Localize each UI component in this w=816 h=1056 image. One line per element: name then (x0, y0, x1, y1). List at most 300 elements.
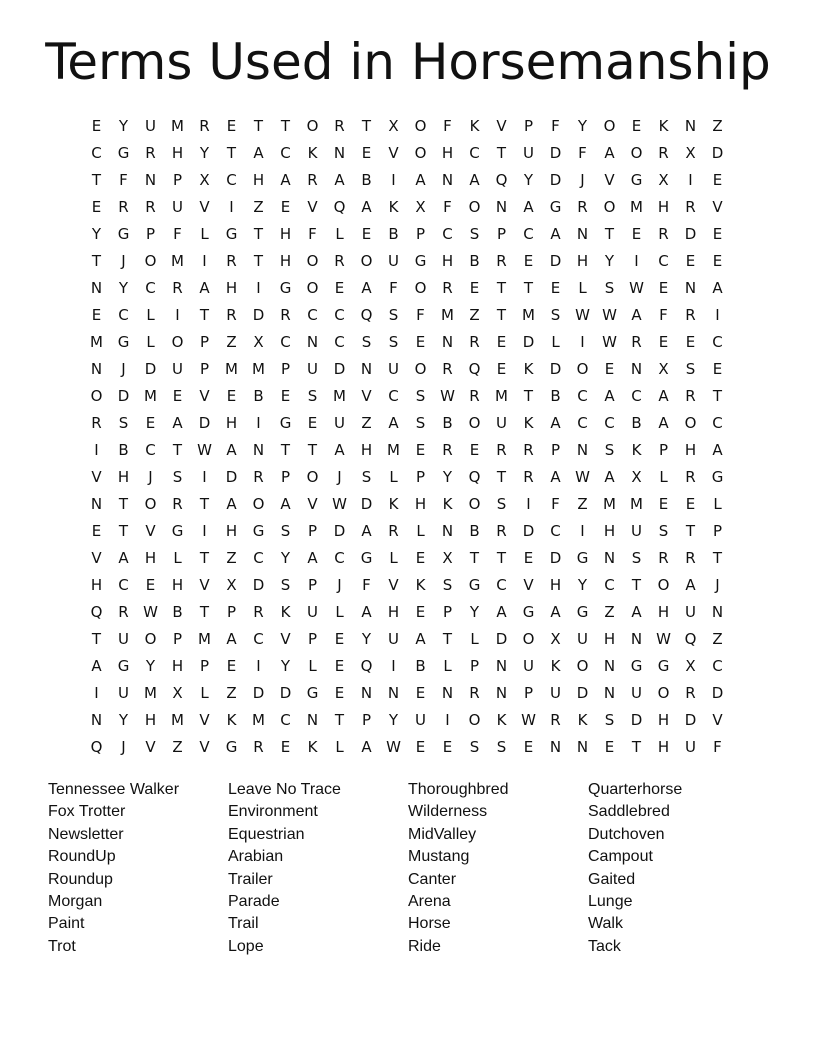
grid-letter: D (333, 359, 346, 378)
grid-letter: P (172, 629, 183, 648)
grid-letter: L (200, 683, 209, 702)
grid-letter: L (578, 278, 587, 297)
grid-letter: X (658, 359, 669, 378)
grid-letter: M (90, 332, 103, 351)
grid-letter: E (523, 251, 534, 270)
grid-letter: M (522, 305, 535, 324)
grid-letter: A (361, 602, 372, 621)
grid-letter: D (360, 494, 373, 513)
grid-letter: B (415, 656, 426, 675)
grid-letter: C (577, 386, 588, 405)
grid-letter: J (337, 575, 342, 594)
grid-letter: C (496, 575, 507, 594)
grid-letter: M (144, 683, 157, 702)
grid-letter: S (388, 305, 399, 324)
grid-letter: R (91, 413, 102, 432)
grid-letter: A (415, 629, 426, 648)
grid-letter: U (415, 710, 426, 729)
grid-letter: E (334, 683, 345, 702)
grid-letter: Y (388, 710, 399, 729)
grid-letter: B (631, 413, 642, 432)
grid-letter: Y (469, 602, 480, 621)
grid-letter: A (91, 656, 102, 675)
grid-letter: O (414, 143, 427, 162)
grid-letter: W (602, 332, 617, 351)
grid-letter: O (360, 251, 373, 270)
grid-letter: H (657, 602, 670, 621)
grid-letter: O (306, 116, 319, 135)
grid-letter: R (145, 143, 156, 162)
grid-letter: V (280, 629, 291, 648)
grid-letter: R (685, 305, 696, 324)
grid-letter: D (522, 332, 535, 351)
grid-letter: C (307, 305, 318, 324)
grid-letter: N (576, 224, 589, 243)
grid-letter: O (144, 629, 157, 648)
grid-letter: C (658, 251, 669, 270)
grid-letter: O (630, 143, 643, 162)
grid-letter: D (225, 467, 238, 486)
grid-letter: C (604, 413, 615, 432)
grid-letter: P (172, 170, 183, 189)
grid-letter: T (118, 494, 129, 513)
grid-letter: E (361, 143, 372, 162)
grid-letter: C (118, 575, 129, 594)
grid-letter: B (469, 251, 480, 270)
grid-letter: H (441, 143, 454, 162)
word-list-item: Wilderness (408, 803, 488, 821)
grid-letter: N (495, 656, 508, 675)
grid-letter: E (685, 494, 696, 513)
grid-letter: P (523, 683, 534, 702)
grid-letter: W (143, 602, 158, 621)
grid-letter: K (307, 143, 318, 162)
grid-letter: S (631, 548, 642, 567)
grid-letter: A (334, 170, 345, 189)
grid-letter: D (549, 170, 562, 189)
grid-letter: T (712, 548, 723, 567)
grid-letter: E (658, 278, 669, 297)
grid-letter: A (307, 548, 318, 567)
grid-letter: G (576, 548, 589, 567)
grid-letter: P (145, 224, 156, 243)
grid-letter: N (306, 332, 319, 351)
grid-letter: E (712, 251, 723, 270)
grid-letter: W (440, 386, 455, 405)
grid-letter: Q (495, 170, 508, 189)
grid-letter: H (171, 575, 184, 594)
grid-letter: N (387, 683, 400, 702)
grid-letter: K (631, 440, 642, 459)
grid-letter: R (469, 386, 480, 405)
grid-letter: C (631, 386, 642, 405)
grid-letter: V (604, 170, 615, 189)
grid-letter: D (495, 629, 508, 648)
grid-letter: I (688, 170, 693, 189)
grid-letter: D (630, 710, 643, 729)
grid-letter: F (389, 278, 398, 297)
grid-letter: I (94, 440, 99, 459)
grid-letter: G (576, 602, 589, 621)
grid-letter: T (496, 278, 507, 297)
grid-letter: V (388, 575, 399, 594)
grid-letter: I (94, 683, 99, 702)
grid-letter: I (580, 521, 585, 540)
grid-letter: P (307, 629, 318, 648)
grid-letter: R (226, 305, 237, 324)
grid-letter: W (521, 710, 536, 729)
grid-letter: I (445, 710, 450, 729)
grid-letter: R (658, 548, 669, 567)
grid-letter: S (550, 305, 561, 324)
word-list-item: Horse (408, 915, 451, 933)
word-list-item: Parade (228, 893, 280, 911)
grid-letter: I (202, 251, 207, 270)
grid-letter: K (577, 710, 588, 729)
grid-letter: N (576, 737, 589, 756)
grid-letter: A (496, 602, 507, 621)
word-column (228, 779, 408, 958)
grid-letter: F (578, 143, 587, 162)
grid-letter: M (171, 251, 184, 270)
grid-letter: E (280, 197, 291, 216)
grid-letter: O (576, 359, 589, 378)
grid-letter: X (253, 332, 264, 351)
grid-letter: S (118, 413, 129, 432)
grid-letter: R (523, 440, 534, 459)
grid-letter: S (604, 440, 615, 459)
grid-letter: T (172, 440, 183, 459)
grid-letter: P (361, 710, 372, 729)
grid-letter: S (280, 575, 291, 594)
grid-letter: X (172, 683, 183, 702)
grid-letter: N (603, 548, 616, 567)
grid-letter: X (685, 656, 696, 675)
grid-letter: U (118, 629, 129, 648)
word-list-item: Campout (588, 848, 653, 866)
grid-letter: R (658, 224, 669, 243)
grid-letter: T (334, 710, 345, 729)
grid-letter: Z (469, 305, 480, 324)
grid-letter: H (225, 413, 238, 432)
grid-letter: Y (523, 170, 534, 189)
grid-letter: J (337, 467, 342, 486)
grid-letter: Q (90, 602, 103, 621)
grid-letter: A (172, 413, 183, 432)
grid-letter: L (308, 656, 317, 675)
grid-letter: R (685, 548, 696, 567)
grid-letter: Y (361, 629, 372, 648)
grid-letter: I (256, 656, 261, 675)
grid-letter: Q (333, 197, 346, 216)
grid-letter: E (523, 737, 534, 756)
grid-letter: E (631, 116, 642, 135)
grid-letter: N (144, 170, 157, 189)
grid-letter: N (495, 197, 508, 216)
grid-letter: S (388, 332, 399, 351)
grid-letter: O (306, 278, 319, 297)
grid-letter: E (658, 332, 669, 351)
grid-letter: R (118, 602, 129, 621)
grid-letter: R (577, 197, 588, 216)
grid-letter: J (715, 575, 720, 594)
word-column (588, 779, 768, 958)
grid-letter: D (711, 683, 724, 702)
grid-letter: U (685, 602, 696, 621)
word-list-item: Fox Trotter (48, 803, 126, 821)
grid-letter: M (171, 116, 184, 135)
grid-letter: L (335, 602, 344, 621)
grid-letter: A (523, 197, 534, 216)
grid-letter: F (443, 116, 452, 135)
grid-letter: C (469, 143, 480, 162)
grid-letter: Z (361, 413, 372, 432)
grid-letter: I (580, 332, 585, 351)
grid-letter: C (280, 710, 291, 729)
grid-letter: E (523, 548, 534, 567)
grid-letter: C (334, 305, 345, 324)
word-list-item: Paint (48, 915, 85, 933)
grid-letter: H (441, 251, 454, 270)
grid-letter: R (145, 197, 156, 216)
grid-letter: Z (577, 494, 588, 513)
grid-letter: S (415, 386, 426, 405)
grid-letter: E (280, 737, 291, 756)
grid-letter: V (145, 521, 156, 540)
grid-letter: G (630, 170, 643, 189)
grid-letter: H (279, 251, 292, 270)
grid-letter: C (334, 548, 345, 567)
grid-letter: F (416, 305, 425, 324)
grid-letter: B (361, 170, 372, 189)
grid-letter: T (91, 251, 102, 270)
grid-letter: V (307, 197, 318, 216)
grid-letter: O (468, 413, 481, 432)
grid-letter: H (279, 224, 292, 243)
grid-letter: N (576, 440, 589, 459)
grid-letter: Y (199, 143, 210, 162)
grid-letter: O (414, 359, 427, 378)
grid-letter: S (361, 467, 372, 486)
word-list-item: Trailer (228, 870, 273, 888)
grid-letter: G (117, 332, 130, 351)
grid-letter: I (634, 251, 639, 270)
grid-letter: L (173, 548, 182, 567)
word-list-item: Walk (588, 915, 623, 933)
grid-letter: P (496, 224, 507, 243)
word-list-item: Morgan (48, 893, 103, 911)
grid-letter: Z (226, 332, 237, 351)
grid-letter: D (522, 521, 535, 540)
grid-letter: O (90, 386, 103, 405)
grid-letter: E (415, 332, 426, 351)
grid-letter: D (252, 305, 265, 324)
grid-letter: G (630, 656, 643, 675)
grid-letter: T (523, 386, 534, 405)
grid-letter: O (468, 197, 481, 216)
grid-letter: V (307, 494, 318, 513)
grid-letter: Y (280, 656, 291, 675)
grid-letter: E (145, 575, 156, 594)
grid-letter: M (225, 359, 238, 378)
grid-letter: G (360, 548, 373, 567)
grid-letter: T (631, 575, 642, 594)
grid-letter: S (361, 332, 372, 351)
grid-letter: E (226, 116, 237, 135)
grid-letter: F (659, 305, 668, 324)
grid-letter: C (388, 386, 399, 405)
grid-letter: U (685, 737, 696, 756)
grid-letter: E (91, 305, 102, 324)
grid-letter: U (631, 683, 642, 702)
word-column (48, 779, 228, 958)
grid-letter: M (252, 359, 265, 378)
grid-letter: H (171, 656, 184, 675)
grid-letter: A (361, 521, 372, 540)
grid-letter: Z (226, 683, 237, 702)
grid-letter: U (388, 251, 399, 270)
word-list-item: Gaited (588, 870, 636, 888)
grid-letter: S (469, 224, 480, 243)
grid-letter: Y (118, 116, 129, 135)
grid-letter: F (362, 575, 371, 594)
grid-letter: U (334, 413, 345, 432)
grid-letter: F (551, 494, 560, 513)
grid-letter: H (603, 629, 616, 648)
grid-letter: E (415, 440, 426, 459)
grid-letter: C (712, 656, 723, 675)
grid-letter: A (631, 602, 642, 621)
grid-letter: R (226, 251, 237, 270)
grid-letter: E (145, 413, 156, 432)
grid-letter: K (523, 413, 534, 432)
grid-letter: G (468, 575, 481, 594)
grid-letter: V (199, 386, 210, 405)
grid-letter: R (685, 467, 696, 486)
word-list-item: Thoroughbred (408, 781, 509, 798)
grid-letter: A (280, 494, 291, 513)
grid-letter: A (604, 143, 615, 162)
grid-letter: R (469, 683, 480, 702)
grid-letter: I (256, 413, 261, 432)
grid-letter: Z (253, 197, 264, 216)
grid-letter: D (576, 683, 589, 702)
grid-letter: T (199, 602, 210, 621)
grid-letter: S (172, 467, 183, 486)
grid-letter: L (443, 656, 452, 675)
grid-letter: C (253, 629, 264, 648)
grid-letter: E (415, 602, 426, 621)
grid-letter: O (144, 251, 157, 270)
grid-letter: L (200, 224, 209, 243)
grid-letter: R (523, 467, 534, 486)
grid-letter: A (361, 278, 372, 297)
grid-letter: U (145, 116, 156, 135)
word-list-item: Lunge (588, 893, 633, 911)
grid-letter: B (172, 602, 183, 621)
grid-letter: G (279, 278, 292, 297)
grid-letter: L (470, 629, 479, 648)
grid-letter: A (550, 602, 561, 621)
grid-letter: P (415, 224, 426, 243)
grid-letter: A (388, 413, 399, 432)
grid-letter: X (199, 170, 210, 189)
grid-letter: E (226, 386, 237, 405)
grid-letter: N (90, 278, 103, 297)
grid-letter: C (91, 143, 102, 162)
grid-letter: P (199, 656, 210, 675)
grid-letter: D (549, 359, 562, 378)
grid-letter: O (684, 413, 697, 432)
grid-letter: W (575, 305, 590, 324)
grid-letter: K (226, 710, 237, 729)
grid-letter: M (495, 386, 508, 405)
grid-letter: E (280, 386, 291, 405)
grid-letter: V (91, 467, 102, 486)
grid-letter: H (225, 521, 238, 540)
grid-letter: R (442, 440, 453, 459)
grid-letter: B (550, 386, 561, 405)
grid-letter: G (117, 224, 130, 243)
grid-letter: R (496, 440, 507, 459)
grid-letter: K (307, 737, 318, 756)
grid-letter: R (685, 197, 696, 216)
grid-letter: P (658, 440, 669, 459)
grid-letter: H (657, 710, 670, 729)
grid-letter: A (685, 575, 696, 594)
grid-letter: A (712, 278, 723, 297)
grid-letter: T (496, 467, 507, 486)
grid-letter: J (121, 359, 126, 378)
grid-letter: E (415, 548, 426, 567)
grid-letter: R (280, 305, 291, 324)
grid-letter: O (414, 278, 427, 297)
grid-letter: H (144, 710, 157, 729)
grid-letter: O (144, 494, 157, 513)
grid-letter: T (496, 548, 507, 567)
grid-letter: X (658, 170, 669, 189)
grid-letter: I (202, 521, 207, 540)
grid-letter: N (360, 359, 373, 378)
grid-letter: A (550, 413, 561, 432)
grid-letter: D (549, 143, 562, 162)
grid-letter: G (225, 737, 238, 756)
grid-letter: N (441, 332, 454, 351)
grid-letter: V (712, 197, 723, 216)
grid-letter: E (91, 521, 102, 540)
grid-letter: H (144, 548, 157, 567)
word-list-item: Arabian (228, 848, 284, 866)
grid-letter: Y (604, 251, 615, 270)
grid-letter: C (523, 224, 534, 243)
grid-letter: Q (468, 467, 481, 486)
letter-grid (83, 112, 731, 760)
grid-letter: T (280, 116, 291, 135)
grid-letter: D (144, 359, 157, 378)
grid-letter: R (253, 602, 264, 621)
grid-letter: O (468, 494, 481, 513)
grid-letter: G (306, 683, 319, 702)
word-list-item: MidValley (408, 825, 477, 843)
grid-letter: T (91, 170, 102, 189)
grid-letter: R (469, 332, 480, 351)
grid-letter: Z (712, 116, 723, 135)
grid-letter: Z (226, 548, 237, 567)
grid-letter: I (175, 305, 180, 324)
grid-letter: G (279, 413, 292, 432)
grid-letter: M (603, 494, 616, 513)
grid-letter: C (145, 440, 156, 459)
